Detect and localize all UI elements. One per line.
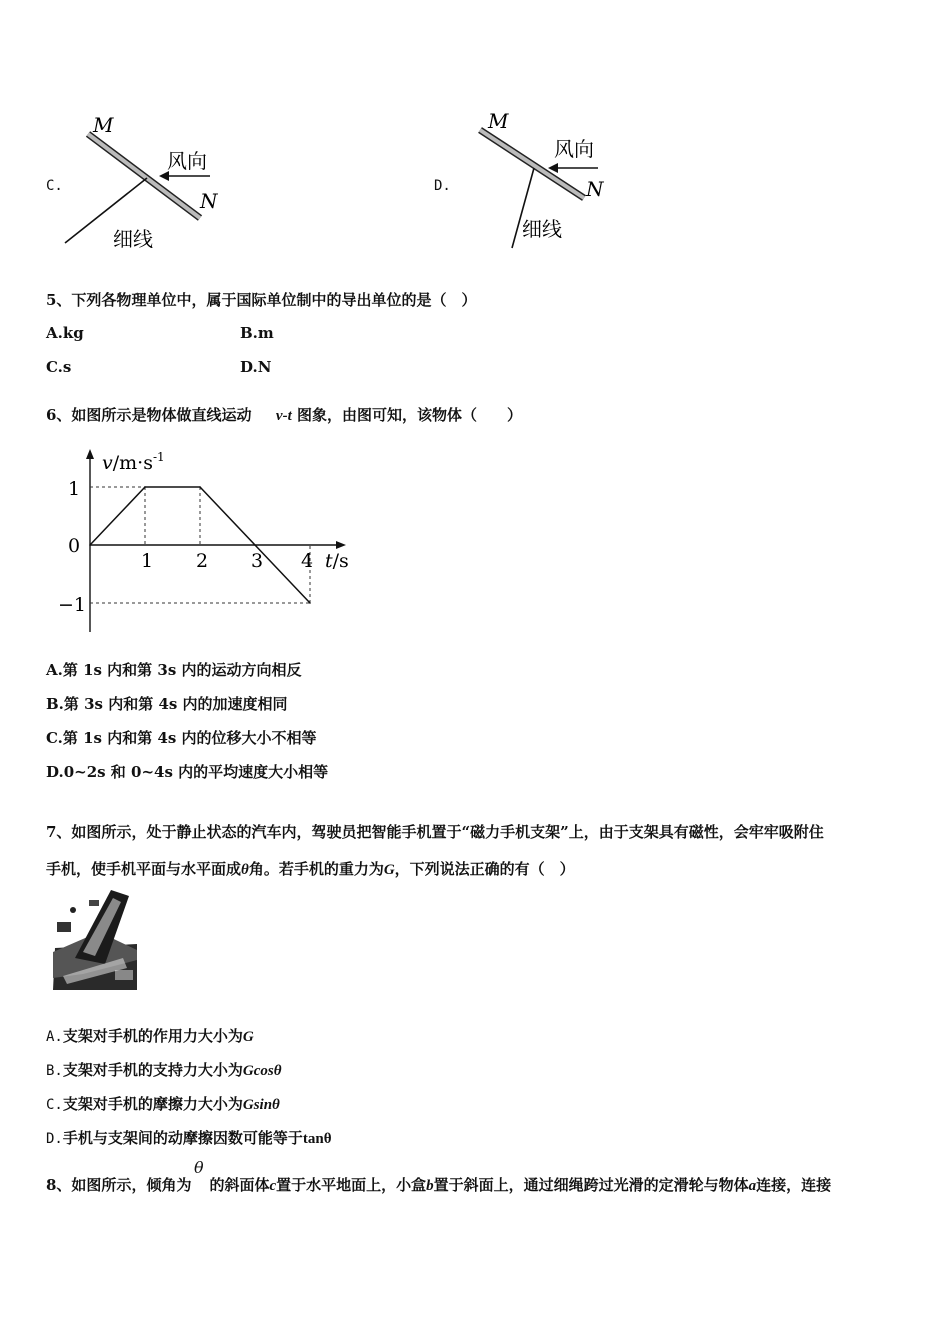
phone-holder-photo xyxy=(53,888,137,990)
q4-option-d-label: D. xyxy=(434,178,451,194)
x-tick-label: 3 xyxy=(251,550,264,572)
vt-point xyxy=(309,602,311,604)
q5-option-a[interactable]: A.kg xyxy=(46,324,84,342)
q7-g: G xyxy=(383,862,395,878)
y-tick-label: −1 xyxy=(58,594,87,616)
q4-d-n-label: N xyxy=(586,177,604,201)
q7-theta: θ xyxy=(241,862,249,878)
q4-d-m-label: M xyxy=(488,109,509,133)
q4-c-m-label: M xyxy=(93,113,114,137)
q4-option-c-label: C. xyxy=(46,178,63,194)
q6-option-b[interactable]: B.第 3s 内和第 4s 内的加速度相同 xyxy=(46,695,288,713)
vt-point xyxy=(254,544,256,546)
q5-option-d[interactable]: D.N xyxy=(240,358,272,376)
q8-stem: 8、如图所示，倾角为 的斜面体c置于水平地面上，小盒b置于斜面上，通过细绳跨过光滑的定滑轮与物体a连接，连接 xyxy=(46,1176,832,1194)
q6-option-a[interactable]: A.第 1s 内和第 3s 内的运动方向相反 xyxy=(46,661,302,679)
q7-option-a[interactable]: A.支架对手机的作用力大小为G xyxy=(46,1027,254,1045)
x-tick-label: 2 xyxy=(196,550,209,572)
x-tick-label: 4 xyxy=(301,550,314,572)
vt-point xyxy=(144,486,146,488)
q8-theta-raised: θ xyxy=(194,1158,204,1177)
y-axis-label: $v/m\cdot s^{-1}$ xyxy=(102,450,165,474)
q6-stem-part2: 图象，由图可知，该物体（ ） xyxy=(296,406,522,424)
x-axis-arrow xyxy=(336,541,346,549)
q7-stem-line1: 7、如图所示，处于静止状态的汽车内，驾驶员把智能手机置于“磁力手机支架”上，由于支架具有磁性，会牢牢吸附住 xyxy=(46,823,824,841)
q6-stem-vt: v-t xyxy=(275,408,292,424)
q6-stem-part1: 6、如图所示是物体做直线运动 xyxy=(46,406,252,424)
q7-option-b[interactable]: B.支架对手机的支持力大小为Gcosθ xyxy=(46,1061,282,1079)
q4-option-d-diagram xyxy=(462,108,642,253)
q5-option-b[interactable]: B.m xyxy=(240,324,274,342)
vt-point xyxy=(199,486,201,488)
q4-d-wind-label: 风向 xyxy=(554,137,594,161)
q4-c-n-label: N xyxy=(200,189,218,213)
y-axis-arrow xyxy=(86,449,94,459)
q4-d-thread-label: 细线 xyxy=(522,217,562,241)
origin-label: 0 xyxy=(68,535,81,557)
q4-c-wind-label: 风向 xyxy=(167,149,207,173)
q6-option-c[interactable]: C.第 1s 内和第 4s 内的位移大小不相等 xyxy=(46,729,317,747)
q6-option-d[interactable]: D.0~2s 和 0~4s 内的平均速度大小相等 xyxy=(46,763,329,781)
q4-c-thread-label: 细线 xyxy=(113,227,153,251)
q6-vt-chart xyxy=(50,445,360,635)
q7-option-c[interactable]: C.支架对手机的摩擦力大小为Gsinθ xyxy=(46,1095,280,1113)
q5-stem: 5、下列各物理单位中，属于国际单位制中的导出单位的是（ ） xyxy=(46,291,477,309)
y-tick-label: 1 xyxy=(68,478,81,500)
q6-stem xyxy=(46,404,522,425)
q7-option-d[interactable]: D.手机与支架间的动摩擦因数可能等于tanθ xyxy=(46,1129,332,1147)
x-tick-label: 1 xyxy=(141,550,154,572)
x-axis-label: t/s xyxy=(325,550,349,572)
q4-option-c-diagram xyxy=(55,108,235,253)
q7-stem-line2: 手机，使手机平面与水平面成θ角。若手机的重力为G，下列说法正确的有（ ） xyxy=(46,860,575,878)
q5-option-c[interactable]: C.s xyxy=(46,358,72,376)
vt-point xyxy=(89,544,91,546)
